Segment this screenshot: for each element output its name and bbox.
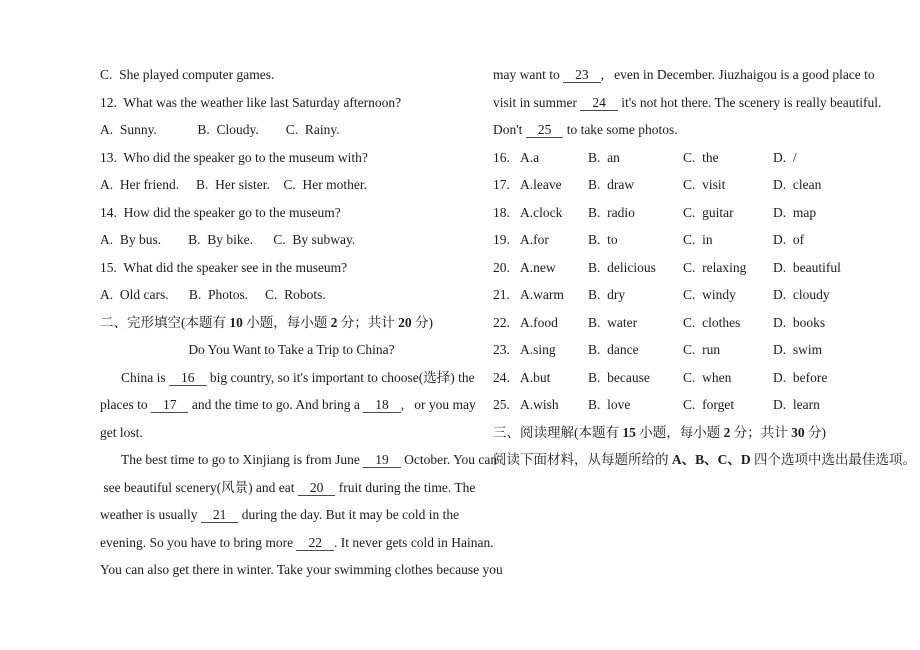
options-12 [100,116,483,144]
text-segment: The best time to go to Xinjiang is from June [121,452,364,467]
cloze-question-19 [493,226,871,254]
text-segment: A. Sunny. B. Cloudy. C. Rainy. [100,122,340,137]
right-column [493,61,917,474]
question-15 [100,254,483,282]
text-segment: , even in December. Jiuzhaigou is a good place to [600,67,875,82]
text-segment: 分；共计 [337,314,399,330]
text-segment: weather is usually [100,507,201,522]
section-3-block [493,419,917,474]
blank-18: 18 [363,397,401,413]
bold-text: 30 [791,424,805,440]
options-14 [100,226,483,254]
text-segment: . It never gets cold in Hainan. [333,534,494,550]
text-segment: 二、完形填空(本题有 [100,314,230,330]
cloze-line-8 [100,556,503,584]
question-number-and-option-a [493,171,588,199]
option-b: B. dry [588,287,626,302]
option-b: B. radio [588,204,635,220]
blank-17: 17 [151,397,189,413]
blank-16: 16 [169,370,207,386]
question-number-and-option-a [493,309,588,337]
text-segment: 分) [411,314,433,330]
option-a: A.a [520,149,540,165]
text-segment: during the day. But it may be cold in the [238,507,460,522]
option-d: D. clean [773,177,822,192]
option-a: A.food [520,314,558,330]
text-segment: Do You Want to Take a Trip to China? [188,342,395,357]
option-c: C. the [683,149,719,165]
option-b: B. to [588,232,618,247]
question-number: 17. [493,177,510,192]
blank-19: 19 [363,452,401,468]
question-13 [100,144,483,172]
option-c: C. visit [683,177,726,192]
bold-text: 2 [723,424,731,440]
text-segment: visit in summer [493,94,581,110]
cloze-question-23 [493,336,871,364]
bold-text: 20 [398,314,412,330]
text-segment: see beautiful scenery(风景) and eat [100,479,298,495]
question-number-and-option-a [493,336,588,364]
text-segment: Don't [493,122,526,137]
blank-22: 22 [296,535,334,551]
option-d: D. learn [773,397,820,412]
option-c-line [100,61,483,89]
option-b: B. draw [588,177,635,192]
text-segment: 15. What did the speaker see in the museum? [100,259,348,275]
question-number: 24. [493,369,510,385]
option-d: D. of [773,232,805,247]
option-c: C. when [683,369,732,385]
question-number: 20. [493,259,510,275]
option-a: A.sing [520,342,556,357]
question-number: 16. [493,149,510,165]
text-segment: get lost. [100,424,143,440]
section-2-heading [100,309,483,337]
option-a: A.but [520,369,551,385]
cloze-line-2 [100,391,483,419]
option-d: D. cloudy [773,287,830,302]
option-b: B. love [588,397,631,412]
cloze-questions-table [493,144,871,419]
question-number-and-option-a [493,391,588,419]
section-3-instruction [493,446,917,474]
cloze-line-3 [100,419,483,447]
cloze-question-21 [493,281,871,309]
question-number-and-option-a [493,144,588,172]
cloze-question-24 [493,364,871,392]
blank-25: 25 [526,122,564,138]
option-a: A.for [520,232,549,247]
option-c: C. clothes [683,314,741,330]
text-segment: big country, so it's important to choose(选择) the [206,369,475,385]
option-c: C. guitar [683,204,734,220]
option-a: A.leave [520,177,562,192]
text-segment: 14. How did the speaker go to the museum? [100,204,341,220]
text-segment: You can also get there in winter. Take your swimming clothes because you [100,562,503,577]
option-d: D. before [773,369,828,385]
cloze-passage-continued [493,61,882,144]
text-segment: 小题，每小题 [242,314,331,330]
bold-text: 2 [330,314,338,330]
option-d: D. / [773,149,797,165]
question-number: 18. [493,204,510,220]
blank-23: 23 [563,67,601,83]
option-b: B. dance [588,342,639,357]
blank-20: 20 [298,480,336,496]
bold-text: A、B、C、D [671,452,751,467]
question-number-and-option-a [493,364,588,392]
option-c: C. run [683,342,721,357]
section-3-heading [493,419,871,447]
text-segment: 四个选项中选出最佳选项。 [750,452,917,467]
cloze-question-18 [493,199,871,227]
option-a: A.new [520,259,556,275]
text-segment: C. She played computer games. [100,67,275,82]
cloze-line-1 [100,364,483,392]
cloze-line-11 [493,116,871,144]
text-segment: A. Old cars. B. Photos. C. Robots. [100,287,326,302]
text-segment: 13. Who did the speaker go to the museum with? [100,149,368,165]
option-a: A.wish [520,397,559,412]
question-12 [100,89,483,117]
text-segment: places to [100,397,151,412]
option-c: C. forget [683,397,735,412]
cloze-question-16 [493,144,871,172]
question-number: 22. [493,314,510,330]
option-b: B. because [588,369,650,385]
text-segment: 分) [804,424,826,440]
text-segment: 分；共计 [730,424,792,440]
question-number: 25. [493,397,510,412]
question-number: 19. [493,232,510,247]
option-b: B. water [588,314,638,330]
text-segment: it's not hot there. The scenery is really beautiful. [617,94,882,110]
text-segment: and the time to go. And bring a [188,397,364,412]
bold-text: 15 [622,424,636,440]
option-c: C. relaxing [683,259,747,275]
text-segment: A. Her friend. B. Her sister. C. Her mother. [100,177,367,192]
option-d: D. books [773,314,826,330]
cloze-line-5 [100,474,483,502]
question-14 [100,199,483,227]
text-segment: 阅读下面材料，从每题所给的 [493,452,672,467]
cloze-line-4 [100,446,498,474]
option-a: A.clock [520,204,563,220]
blank-21: 21 [201,507,239,523]
cloze-question-22 [493,309,871,337]
text-segment: fruit during the time. The [335,479,476,495]
option-b: B. an [588,149,620,165]
options-15 [100,281,483,309]
text-segment: may want to [493,67,564,82]
cloze-question-20 [493,254,871,282]
text-segment: October. You can [400,452,498,467]
option-b: B. delicious [588,259,656,275]
text-segment: evening. So you have to bring more [100,534,297,550]
option-d: D. map [773,204,817,220]
option-c: C. in [683,232,713,247]
question-number: 23. [493,342,510,357]
text-segment: A. By bus. B. By bike. C. By subway. [100,232,356,247]
cloze-line-7 [100,529,494,557]
question-number-and-option-a [493,254,588,282]
text-segment: 12. What was the weather like last Saturday afternoon? [100,94,402,110]
cloze-question-17 [493,171,871,199]
cloze-question-25 [493,391,871,419]
question-number-and-option-a [493,226,588,254]
bold-text: 10 [229,314,243,330]
cloze-line-9 [493,61,875,89]
option-a: A.warm [520,287,564,302]
option-c: C. windy [683,287,736,302]
question-number: 21. [493,287,510,302]
question-number-and-option-a [493,281,588,309]
option-d: D. swim [773,342,823,357]
text-segment: , or you may [400,397,476,412]
cloze-line-10 [493,89,882,117]
text-segment: 三、阅读理解(本题有 [493,424,623,440]
text-segment: China is [121,369,170,385]
option-d: D. beautiful [773,259,841,275]
text-segment: 小题，每小题 [635,424,724,440]
text-segment: to take some photos. [563,122,678,137]
cloze-line-6 [100,501,483,529]
cloze-title [100,336,483,364]
question-number-and-option-a [493,199,588,227]
blank-24: 24 [580,95,618,111]
options-13 [100,171,483,199]
